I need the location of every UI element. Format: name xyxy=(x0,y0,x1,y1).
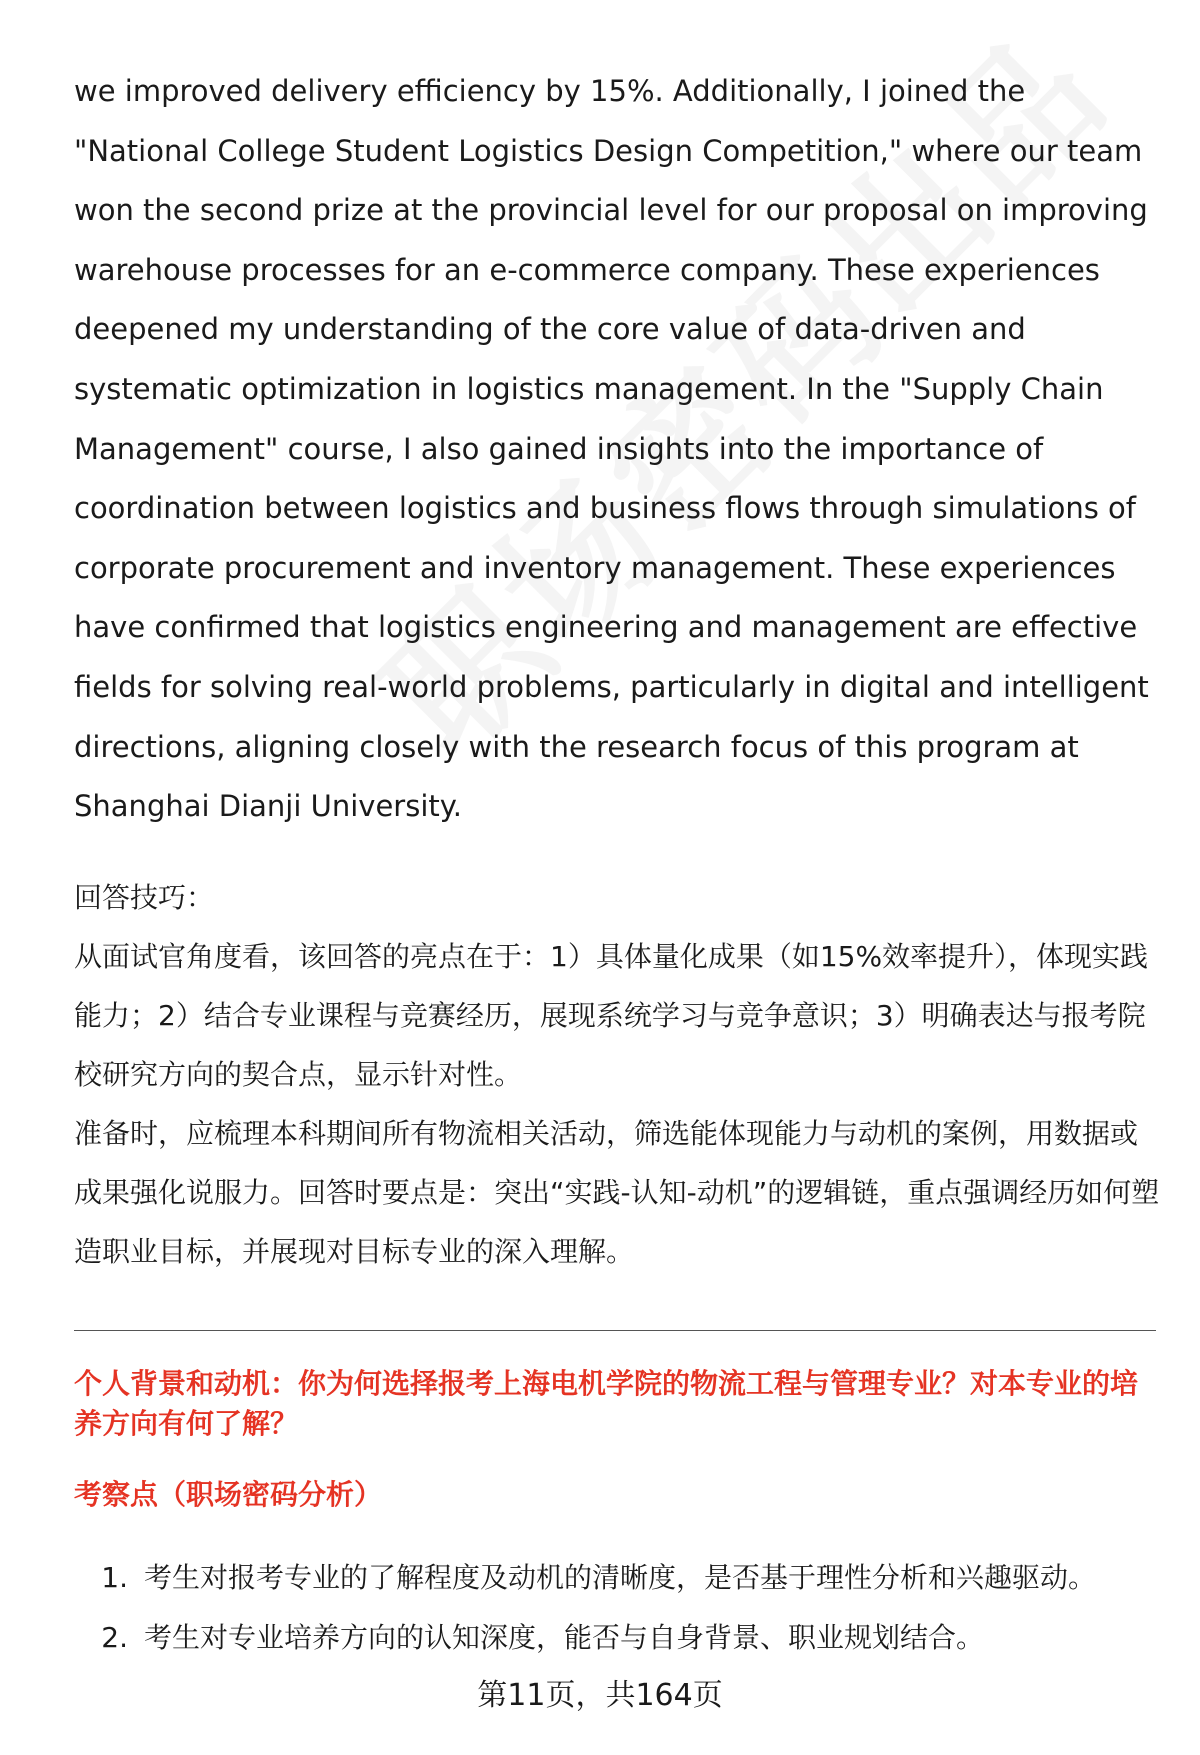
page-number-footer: 第11页，共164页 xyxy=(477,1678,723,1713)
list-item-number: 1. xyxy=(101,1561,128,1594)
answer-paragraph: we improved delivery efficiency by 15%. Additionally, I joined the "National College Student Logistics Design Competition," where our team won the second prize at the provincial level for our proposal on improving warehouse processes for an e-commerce company. These experiences deepened my understanding of the core value of data-driven and systematic optimization in logistics management. In the "Supply Chain Management" course, I also gained insights into the importance of coordination between logistics and business flows through simulations of corporate procurement and inventory management. These experiences have confirmed that logistics engineering and management are effective fields for solving real-world problems, particularly in digital and intelligent directions, aligning closely with the research focus of this program at Shanghai Dianji University. xyxy=(74,74,1149,824)
assessment-points-heading: 考察点（职场密码分析） xyxy=(74,1478,383,1511)
list-item xyxy=(74,1608,1164,1668)
tips-paragraph-1: 从面试官角度看，该回答的亮点在于：1）具体量化成果（如15%效率提升），体现实践能力；2）结合专业课程与竞赛经历，展现系统学习与竞争意识；3）明确表达与报考院校研究方向的契合点，显示针对性。 xyxy=(74,940,1149,1091)
tips-label: 回答技巧： xyxy=(74,881,215,914)
list-item-text: 考生对专业培养方向的认知深度，能否与自身背景、职业规划结合。 xyxy=(144,1621,985,1654)
assessment-points-list xyxy=(74,1548,1164,1668)
tips-paragraph-2: 准备时，应梳理本科期间所有物流相关活动，筛选能体现能力与动机的案例，用数据或成果强化说服力。回答时要点是：突出“实践-认知-动机”的逻辑链，重点强调经历如何塑造职业目标，并展现对目标专业的深入理解。 xyxy=(74,1117,1160,1268)
list-item-number: 2. xyxy=(101,1621,128,1654)
answer-tips xyxy=(74,868,1164,1281)
question-heading: 个人背景和动机：你为何选择报考上海电机学院的物流工程与管理专业？对本专业的培养方向有何了解？ xyxy=(74,1367,1139,1440)
section-divider xyxy=(74,1330,1156,1331)
list-item xyxy=(74,1548,1164,1608)
list-item-text: 考生对报考专业的了解程度及动机的清晰度，是否基于理性分析和兴趣驱动。 xyxy=(144,1561,1097,1594)
